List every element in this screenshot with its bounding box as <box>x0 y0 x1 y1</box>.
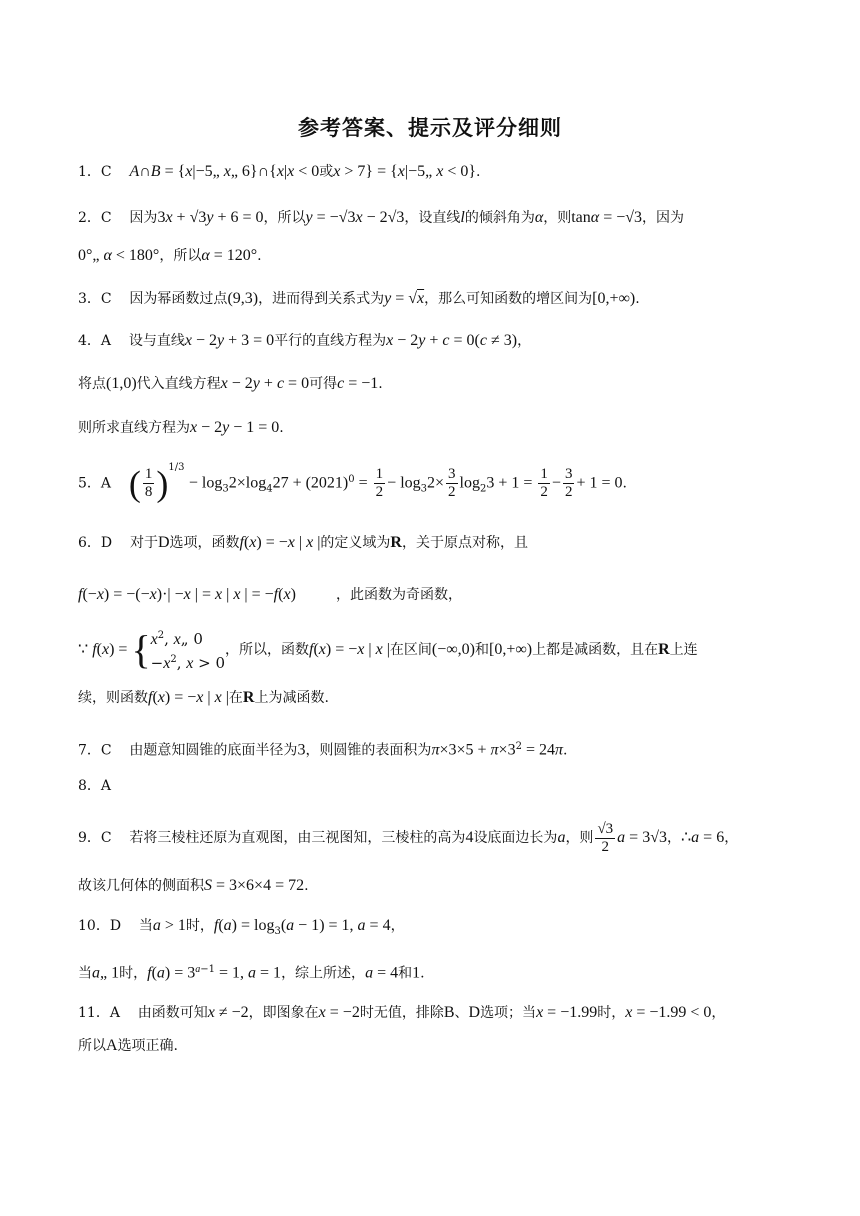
answer-4: 4．A 设与直线x − 2y + 3 = 0平行的直线方程为x − 2y + c = 0(c ≠ 3)， <box>78 332 532 349</box>
answer-6-cont2: ∵ f(x) = { $x^2$, x„ 0 $-x^2$, x > 0 ，所以，函数f(x) = −x | x |在区间(−∞,0)和[0,+∞)上都是减函数，且在R上连 <box>78 627 698 672</box>
answer-2: 2．C 因为3x + √3y + 6 = 0，所以y = −√3x − 2√3，设直线l的倾斜角为α，则tanα = −√3，因为 <box>78 209 685 226</box>
answer-number: 10．D <box>78 918 122 934</box>
answer-10: 10．D 当a > 1时，$f(a) = \log_3(a - 1) = 1$, a = 4， <box>78 917 405 937</box>
answer-6-cont3: 续，则函数f(x) = −x | x |在R上为减函数. <box>78 689 329 706</box>
answer-9-cont: 故该几何体的侧面积S = 3×6×4 = 72. <box>78 877 309 894</box>
answer-number: 9．C <box>78 830 112 846</box>
answer-10-cont: 当a„ 1时，$f(a) = 3^{a-1} = 1$, a = 1，综上所述，a = 4和1. <box>78 964 425 982</box>
answer-7: 7．C 由题意知圆锥的底面半径为3，则圆锥的表面积为$\pi\times 3\times 5 + \pi\times 3^2 = 24\pi$. <box>78 741 568 759</box>
answer-4-cont1: 将点(1,0)代入直线方程x − 2y + c = 0可得c = −1. <box>78 375 383 392</box>
answer-6-cont1: f(−x) = −(−x)·| −x | = x | x | = −f(x) ，此函数为奇函数， <box>78 586 462 603</box>
answer-1: 1．C A∩B = {x|−5„ x„ 6}∩{x|x < 0或x > 7} = {x|−5„ x < 0}. <box>78 163 481 180</box>
answer-number: 6．D <box>78 535 113 551</box>
page-title: 参考答案、提示及评分细则 <box>298 116 562 140</box>
answer-11-cont: 所以A选项正确. <box>78 1037 179 1054</box>
answer-formula: A <box>129 163 140 180</box>
answer-number: 2．C <box>78 210 112 226</box>
answer-5: 5．A ( $\frac{1}{8}$ )$^{1/3} - \log_32\times\log_427 + (2021)^0$ = $\frac{1}{2}$ − $\log_32\times$ $\frac{3}{2}$ $\log_23 + 1$ = $\frac{1}{2}$ − $\frac{3}{2}$ + 1 = 0. <box>78 462 627 504</box>
answer-4-cont2: 则所求直线方程为x − 2y − 1 = 0. <box>78 419 284 436</box>
answer-2-cont: 0°„ α < 180°，所以α = 120°. <box>78 247 262 264</box>
answer-11: 11．A 由函数可知x ≠ −2，即图象在x = −2时无值，排除B、D选项；当x = −1.99时，x = −1.99 < 0， <box>78 1004 726 1021</box>
answer-6: 6．D 对于D选项，函数f(x) = −x | x |的定义域为R，关于原点对称，且 <box>78 534 528 551</box>
answer-number: 8．A <box>78 778 112 794</box>
answer-number: 3．C <box>78 291 112 307</box>
answer-number: 4．A <box>78 333 112 349</box>
answer-number: 5．A <box>78 475 112 492</box>
answer-9: 9．C 若将三棱柱还原为直观图，由三视图知，三棱柱的高为4设底面边长为a，则 $\frac{√3}{2}$ a = 3√3，∴a = 6， <box>78 820 739 855</box>
answer-8 <box>78 776 778 796</box>
answer-3: 3．C 因为幂函数过点(9,3)，进而得到关系式为y = √x，那么可知函数的增区间为[0,+∞). <box>78 290 640 307</box>
answer-number: 11．A <box>78 1005 120 1021</box>
answer-number: 7．C <box>78 742 112 759</box>
answer-number: 1．C <box>78 164 112 180</box>
